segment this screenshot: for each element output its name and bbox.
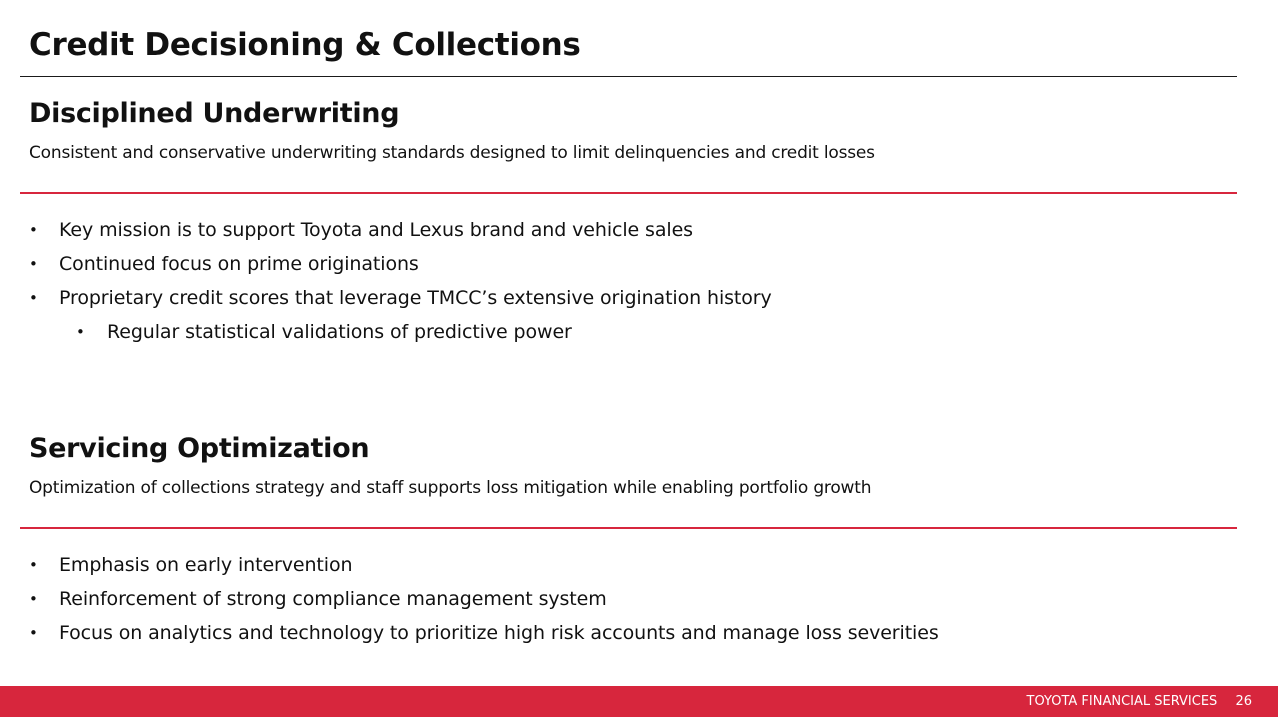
section-heading-underwriting: Disciplined Underwriting: [29, 98, 400, 129]
bullet-list-servicing: [29, 552, 939, 654]
section-subheading-underwriting: Consistent and conservative underwriting standards designed to limit delinquencies and credit losses: [29, 143, 875, 163]
bullet-text: Continued focus on prime originations: [59, 253, 419, 275]
bullet-text: Reinforcement of strong compliance management system: [59, 588, 607, 610]
list-item: [29, 217, 772, 251]
page-number: 26: [1235, 694, 1252, 709]
bullet-marker: •: [29, 590, 38, 608]
bullet-text: Key mission is to support Toyota and Lexus brand and vehicle sales: [59, 219, 693, 241]
bullet-marker: •: [29, 556, 38, 574]
section-heading-servicing: Servicing Optimization: [29, 433, 370, 464]
list-item: [29, 586, 939, 620]
bullet-marker: •: [76, 323, 85, 341]
title-divider: [20, 76, 1237, 77]
footer-brand: TOYOTA FINANCIAL SERVICES: [1026, 694, 1218, 709]
list-item: [29, 285, 772, 319]
list-item: [29, 319, 772, 353]
slide-title: Credit Decisioning & Collections: [29, 27, 581, 63]
bullet-text: Emphasis on early intervention: [59, 554, 353, 576]
list-item: [29, 552, 939, 586]
section-divider-servicing: [20, 527, 1237, 529]
bullet-text: Focus on analytics and technology to prioritize high risk accounts and manage loss severities: [59, 622, 939, 644]
section-divider-underwriting: [20, 192, 1237, 194]
bullet-text: Regular statistical validations of predictive power: [107, 321, 572, 343]
bullet-text: Proprietary credit scores that leverage TMCC’s extensive origination history: [59, 287, 772, 309]
bullet-marker: •: [29, 289, 38, 307]
bullet-marker: •: [29, 624, 38, 642]
footer-text: [1027, 694, 1252, 709]
list-item: [29, 620, 939, 654]
bullet-marker: •: [29, 221, 38, 239]
section-subheading-servicing: Optimization of collections strategy and staff supports loss mitigation while enabling portfolio growth: [29, 478, 872, 498]
bullet-marker: •: [29, 255, 38, 273]
bullet-list-underwriting: [29, 217, 772, 353]
footer-bar: [0, 686, 1278, 717]
list-item: [29, 251, 772, 285]
